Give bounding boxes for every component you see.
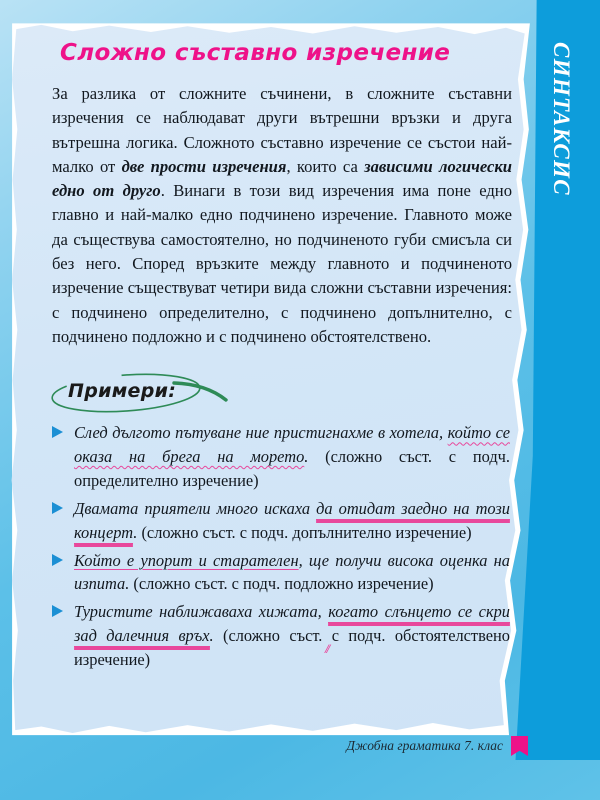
example-item <box>52 600 510 672</box>
example-tail: , ще получи висока оценка на изпита. <box>74 550 510 594</box>
example-annotation: (сложно съст. с подч. допълнително изречение) <box>137 522 472 542</box>
triangle-bullet-icon <box>52 502 63 514</box>
example-annotation: (сложно съст. с подч. обстоятелствено изречение) <box>74 626 510 669</box>
intro-text-part-2: , които са <box>286 156 365 176</box>
example-annotation: (сложно съст. с подч. подложно изречение) <box>129 574 434 594</box>
example-underlined-clause: да отидат заедно на този концерт <box>74 498 510 542</box>
intro-emphasis-1: две прости изречения <box>121 156 287 176</box>
example-tail: . <box>209 626 214 646</box>
examples-heading <box>56 375 286 415</box>
footer-book-title: Джобна граматика 7. клас <box>346 738 503 753</box>
example-annotation: (сложно съст. с подч. определително изречение) <box>74 447 510 490</box>
example-underlined-clause: който се оказа на брега на морето <box>74 423 510 467</box>
triangle-bullet-icon <box>52 426 63 438</box>
example-item <box>52 421 510 493</box>
chapter-tab-label: СИНТАКСИС <box>549 42 574 196</box>
example-lead: Туристите наближаваха хижата, <box>74 602 329 622</box>
example-underlined-text: когато слънцето се скри зад далечния връх <box>74 602 511 646</box>
example-lead: Дваматa приятели много искаха <box>74 498 317 518</box>
triangle-bullet-icon <box>52 554 63 566</box>
adverbial-slash-mark: // <box>325 641 329 657</box>
example-item <box>52 497 510 545</box>
example-item <box>52 549 510 597</box>
example-tail: . <box>304 447 309 467</box>
example-lead: След дългото пътуване ние пристигнахме в хотела, <box>74 423 448 443</box>
bookmark-icon <box>511 736 528 756</box>
example-tail: . <box>133 522 138 542</box>
intro-text-part-3: . Винаги в този вид изречения има поне едно главно и най-малко едно подчинено изречение. Главното може да съществува самостоятелно, но подчиненото губи смисъла си без него. Според връзките между главното и подчиненото изречение съществуват четири вида сложни съставни изречения: с подчинено определително, с подчинено допълнително, с подчинено подложно и с подчинено обстоятелствено. <box>52 181 512 346</box>
page-title: Сложно съставно изречение <box>60 40 451 66</box>
page-footer <box>346 736 528 756</box>
intro-text-part-1: За разлика от сложните съчинени, в сложните съставни изречения се наблюдават други вътрешни връзки и друга вътрешна логика. Сложното съставно изречение се състои най-малко от <box>52 84 512 176</box>
examples-heading-label: Примери: <box>68 380 177 403</box>
page-content <box>52 40 514 676</box>
intro-emphasis-2: зависими логически едно от друго <box>52 156 512 201</box>
examples-list <box>52 421 510 672</box>
triangle-bullet-icon <box>52 605 63 617</box>
example-underlined-clause: Който е упорит и старателен <box>74 550 299 570</box>
intro-paragraph <box>52 82 512 349</box>
